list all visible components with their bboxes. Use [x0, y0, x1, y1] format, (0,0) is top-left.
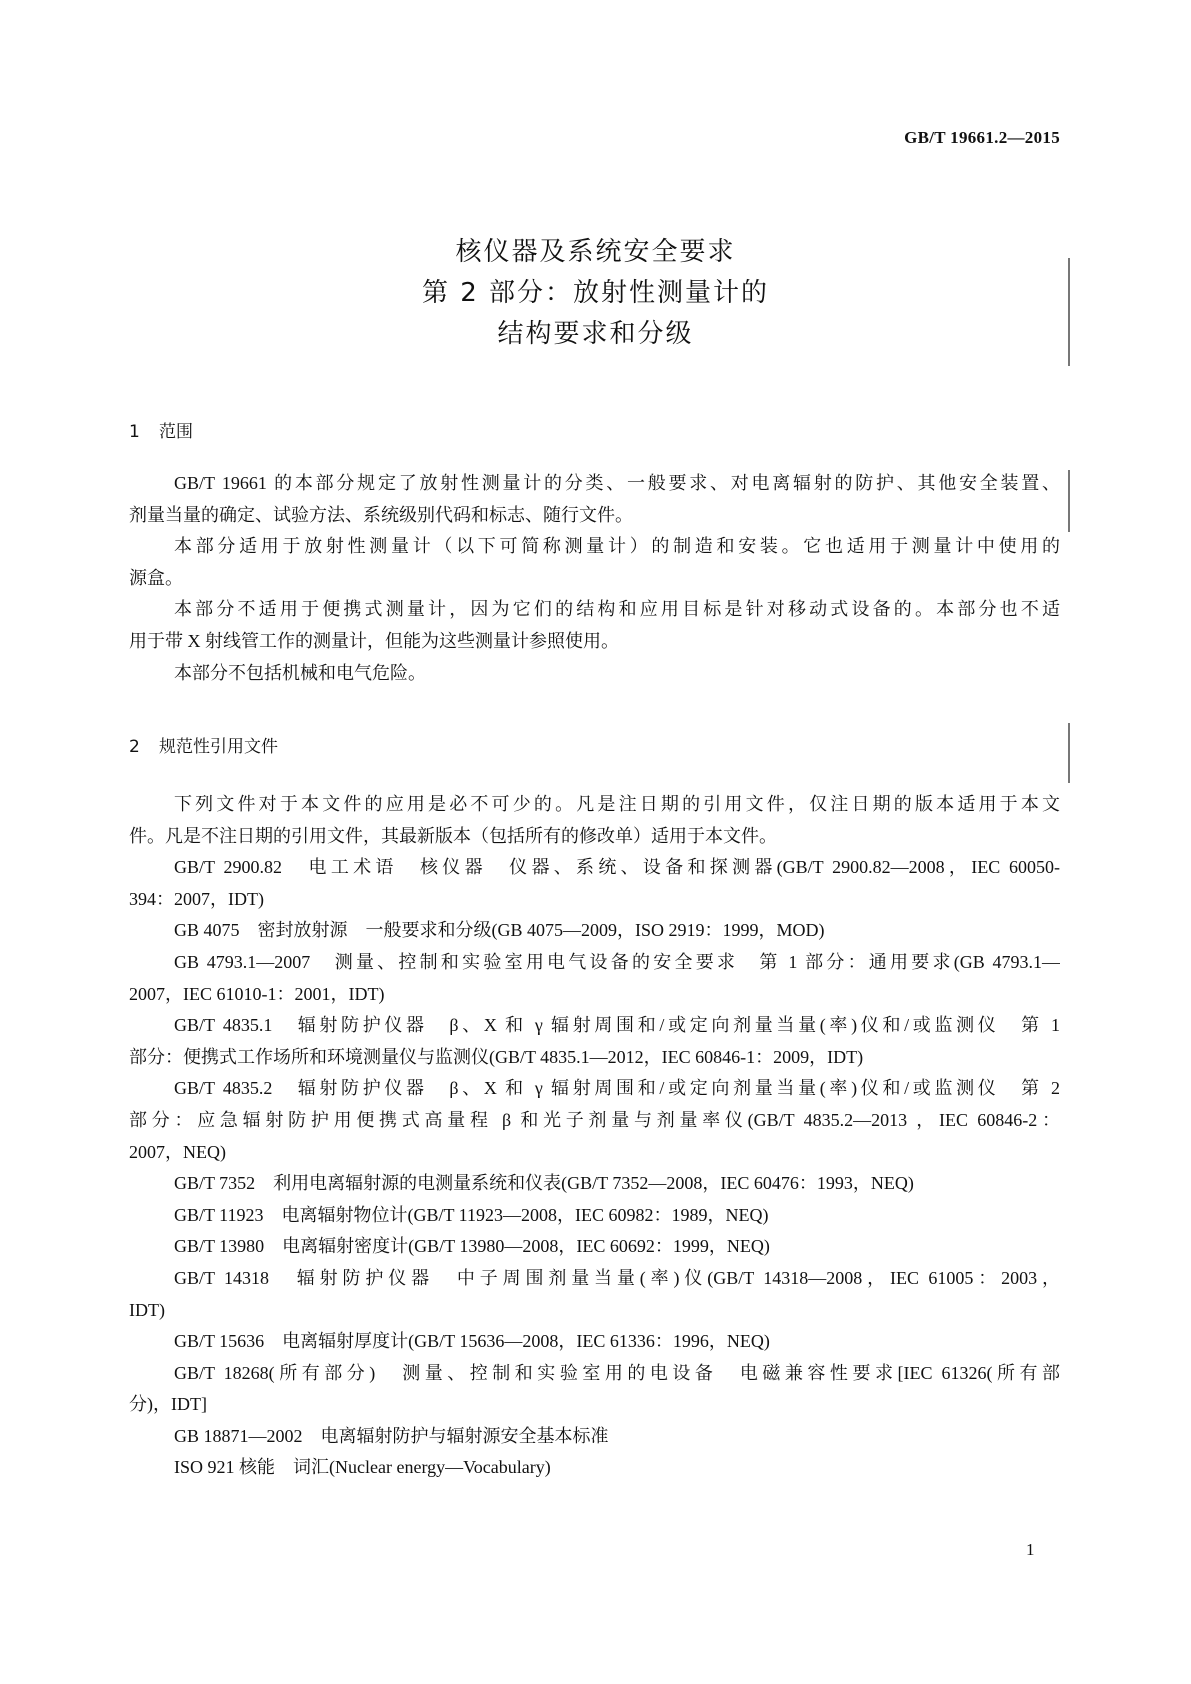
change-bar	[1068, 723, 1070, 783]
text-line: GB/T 4835.1 辐射防护仪器 β、X 和 γ 辐射周围和/或定向剂量当量(率)仪和/或监测仪 第 1	[174, 1015, 1060, 1036]
text-line: 本部分适用于放射性测量计（以下可简称测量计）的制造和安装。它也适用于测量计中使用的	[174, 536, 1060, 557]
text-line: 用于带 X 射线管工作的测量计，但能为这些测量计参照使用。	[129, 630, 619, 651]
text-line: 源盒。	[129, 567, 183, 588]
text-line: GB/T 15636 电离辐射厚度计(GB/T 15636—2008，IEC 61336：1996，NEQ)	[174, 1331, 770, 1352]
section-2-body	[129, 789, 1060, 1484]
text-line: ISO 921 核能 词汇(Nuclear energy—Vocabulary)	[174, 1457, 551, 1478]
section-number: 1	[129, 422, 140, 442]
text-line: GB 4793.1—2007 测量、控制和实验室用电气设备的安全要求 第 1 部分：通用要求(GB 4793.1—	[174, 951, 1060, 972]
text-line: 部分：应急辐射防护用便携式高量程 β 和光子剂量与剂量率仪(GB/T 4835.2—2013 ，IEC 60846-2：	[129, 1109, 1060, 1130]
text-line: GB/T 18268(所有部分) 测量、控制和实验室用的电设备 电磁兼容性要求[IEC 61326(所有部	[174, 1362, 1060, 1383]
change-bar	[1068, 470, 1070, 532]
text-line: GB 4075 密封放射源 一般要求和分级(GB 4075—2009，ISO 2919：1999，MOD)	[174, 920, 825, 941]
document-title	[0, 232, 1191, 355]
text-line: 394：2007，IDT)	[129, 888, 264, 909]
section-1-heading	[129, 417, 193, 442]
section-2-heading	[129, 732, 278, 757]
text-line: GB/T 2900.82 电工术语 核仪器 仪器、系统、设备和探测器(GB/T 2900.82—2008，IEC 60050-	[174, 857, 1060, 878]
text-line: GB/T 4835.2 辐射防护仪器 β、X 和 γ 辐射周围和/或定向剂量当量(率)仪和/或监测仪 第 2	[174, 1078, 1060, 1099]
text-line: 下列文件对于本文件的应用是必不可少的。凡是注日期的引用文件，仅注日期的版本适用于本文	[174, 794, 1060, 814]
title-line-1: 核仪器及系统安全要求	[455, 237, 736, 267]
section-number: 2	[129, 737, 140, 757]
page-number: 1	[1026, 1540, 1035, 1559]
title-line-2: 第 2 部分：放射性测量计的	[421, 278, 770, 308]
change-bar	[1068, 258, 1070, 366]
text-line: 件。凡是不注日期的引用文件，其最新版本（包括所有的修改单）适用于本文件。	[129, 825, 777, 846]
text-line: GB/T 13980 电离辐射密度计(GB/T 13980—2008，IEC 60692：1999，NEQ)	[174, 1236, 770, 1257]
text-line: 分)，IDT]	[129, 1394, 207, 1415]
standard-number-header: GB/T 19661.2—2015	[904, 128, 1060, 147]
text-line: GB/T 7352 利用电离辐射源的电测量系统和仪表(GB/T 7352—2008，IEC 60476：1993，NEQ)	[174, 1173, 914, 1194]
text-line: 本部分不适用于便携式测量计，因为它们的结构和应用目标是针对移动式设备的。本部分也不适	[174, 599, 1060, 620]
text-line: 剂量当量的确定、试验方法、系统级别代码和标志、随行文件。	[129, 504, 633, 525]
text-line: GB/T 14318 辐射防护仪器 中子周围剂量当量(率)仪(GB/T 14318—2008，IEC 61005：2003，	[174, 1267, 1060, 1288]
section-title: 范围	[159, 422, 193, 442]
text-line: GB 18871—2002 电离辐射防护与辐射源安全基本标准	[174, 1425, 609, 1446]
text-line: IDT)	[129, 1299, 165, 1320]
text-line: GB/T 19661 的本部分规定了放射性测量计的分类、一般要求、对电离辐射的防护、其他安全装置、	[174, 473, 1060, 493]
title-line-3: 结构要求和分级	[497, 319, 694, 349]
text-line: 2007，NEQ)	[129, 1141, 226, 1162]
text-line: 2007，IEC 61010-1：2001，IDT)	[129, 983, 385, 1004]
text-line: GB/T 11923 电离辐射物位计(GB/T 11923—2008，IEC 60982：1989，NEQ)	[174, 1204, 769, 1225]
section-title: 规范性引用文件	[159, 737, 278, 757]
text-line: 本部分不包括机械和电气危险。	[174, 662, 426, 683]
section-1-body	[129, 468, 1060, 689]
text-line: 部分：便携式工作场所和环境测量仪与监测仪(GB/T 4835.1—2012，IEC 60846-1：2009，IDT)	[129, 1046, 864, 1067]
